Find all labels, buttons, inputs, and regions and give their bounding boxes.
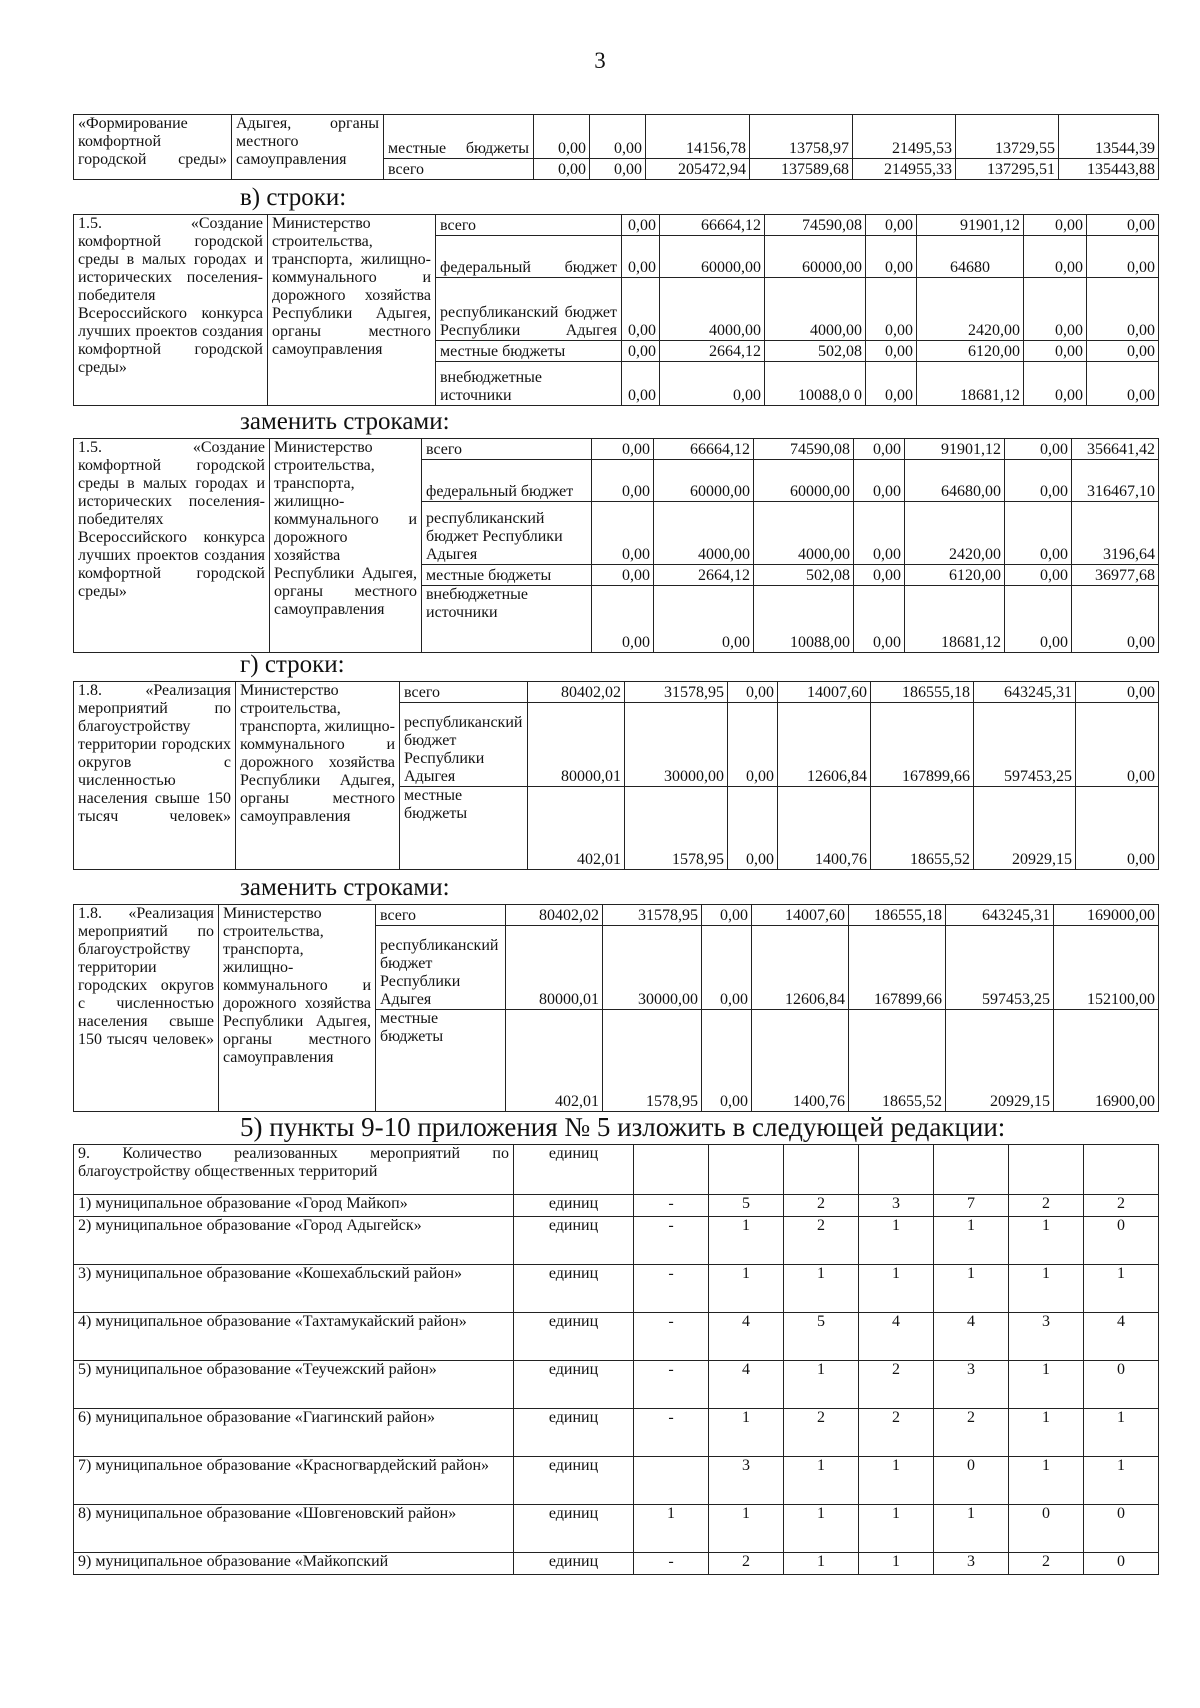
value-cell: 0,00 [1005,565,1072,586]
value-cell: 1400,76 [752,1010,849,1112]
value-cell: 18655,52 [849,1010,946,1112]
value-cell: 0,00 [866,362,917,406]
value-cell: 10088,00 [754,586,854,653]
value-cell: - [634,1265,709,1313]
value-cell: - [634,1195,709,1217]
value-cell: 0,00 [1087,215,1159,236]
value-cell: 18681,12 [905,586,1005,653]
value-cell: 0,00 [1024,215,1087,236]
table-comfort-env-tail [73,114,1159,180]
unit-cell: единиц [514,1313,634,1361]
row-source: местные бюджеты [384,115,534,159]
indicator-name: 4) муниципальное образование «Тахтамукайский район» [74,1313,514,1361]
value-cell: 1 [709,1217,784,1265]
value-cell: 3196,64 [1072,502,1159,565]
value-cell: 1 [934,1217,1009,1265]
value-cell: 169000,00 [1054,905,1159,926]
value-cell: 36977,68 [1072,565,1159,586]
value-cell: 0,00 [622,236,660,278]
indicator-name: 9. Количество реализованных мероприятий по благоустройству общественных территорий [74,1145,514,1195]
value-cell: 0,00 [1005,439,1072,460]
value-cell [634,1457,709,1505]
value-cell: 0,00 [622,362,660,406]
value-cell: 0,00 [1076,682,1159,703]
value-cell: 0,00 [622,278,660,341]
value-cell: 0,00 [702,1010,752,1112]
value-cell: 0 [1084,1217,1159,1265]
value-cell: 3 [934,1361,1009,1409]
heading-replace-2: заменить строками: [240,874,450,901]
value-cell: 1 [1084,1457,1159,1505]
indicator-name: 7) муниципальное образование «Красногвардейский район» [74,1457,514,1505]
value-cell: - [634,1217,709,1265]
row-source: всего [436,215,622,236]
unit-cell: единиц [514,1195,634,1217]
value-cell: 0,00 [1087,362,1159,406]
value-cell: 1 [709,1505,784,1553]
row-description: 1.8. «Реализация мероприятий по благоустройству территории городских округов с численностью населения свыше 150 тысяч человек» [74,905,219,1112]
unit-cell: единиц [514,1553,634,1575]
indicator-name: 9) муниципальное образование «Майкопский [74,1553,514,1575]
value-cell: 12606,84 [752,926,849,1010]
value-cell: 1578,95 [625,787,728,870]
value-cell: 0,00 [866,215,917,236]
value-cell: 1 [634,1505,709,1553]
value-cell: 0,00 [622,341,660,362]
value-cell: 6120,00 [905,565,1005,586]
value-cell: 0,00 [1005,586,1072,653]
table-row [74,1313,1159,1361]
value-cell: 2 [784,1217,859,1265]
row-source: федеральный бюджет [422,460,592,502]
value-cell: 0,00 [1076,703,1159,787]
value-cell: 6120,00 [917,341,1024,362]
value-cell: 205472,94 [646,159,750,180]
value-cell: 1 [784,1553,859,1575]
row-source: всего [422,439,592,460]
value-cell: 20929,15 [946,1010,1054,1112]
value-cell: 4 [1084,1313,1159,1361]
value-cell: 1 [1009,1361,1084,1409]
value-cell: 4000,00 [660,278,765,341]
value-cell: 1 [859,1553,934,1575]
value-cell: 0 [1084,1361,1159,1409]
value-cell: 1 [859,1457,934,1505]
value-cell: 64680,00 [905,460,1005,502]
value-cell: 74590,08 [754,439,854,460]
value-cell: 2 [784,1409,859,1457]
value-cell: 2 [1009,1553,1084,1575]
table-comfort-env-new [73,438,1159,653]
value-cell: 167899,66 [849,926,946,1010]
row-source: местные бюджеты [422,565,592,586]
value-cell: 0 [1084,1553,1159,1575]
value-cell [1009,1145,1084,1195]
value-cell: 0,00 [728,787,778,870]
unit-cell: единиц [514,1361,634,1409]
value-cell: 66664,12 [654,439,754,460]
value-cell: 80000,01 [506,926,603,1010]
value-cell: 4 [709,1313,784,1361]
value-cell: 5 [709,1195,784,1217]
value-cell: 80000,01 [528,703,625,787]
value-cell: 2 [859,1361,934,1409]
value-cell: 10088,0 0 [765,362,866,406]
value-cell: 2664,12 [660,341,765,362]
value-cell: 0,00 [854,565,905,586]
value-cell: 214955,33 [853,159,956,180]
row-executor: Министерство строительства, транспорта, жилищно-коммунального и дорожного хозяйства Республики Адыгея, органы местного самоуправления [219,905,376,1112]
table-row [74,1505,1159,1553]
row-description: 1.8. «Реализация мероприятий по благоустройству территории городских округов с численностью населения свыше 150 тысяч человек» [74,682,236,870]
table-row [74,1265,1159,1313]
value-cell: 1 [1009,1409,1084,1457]
value-cell: 66664,12 [660,215,765,236]
row-description: 1.5. «Создание комфортной городской среды в малых городах и исторических поселения-победителя Всероссийского конкурса лучших проектов создания комфортной городской среды» [74,215,268,406]
value-cell: 60000,00 [660,236,765,278]
value-cell: 74590,08 [765,215,866,236]
value-cell: 186555,18 [871,682,974,703]
page-number: 3 [594,48,606,73]
value-cell: 356641,42 [1072,439,1159,460]
table-row [74,1553,1159,1575]
value-cell: 1 [859,1265,934,1313]
value-cell: 0,00 [592,502,654,565]
value-cell: 137295,51 [956,159,1059,180]
indicator-name: 1) муниципальное образование «Город Майкоп» [74,1195,514,1217]
row-description: «Формирование комфортной городской среды» [74,115,232,180]
table-row [74,1457,1159,1505]
value-cell: 0,00 [1087,341,1159,362]
value-cell: 167899,66 [871,703,974,787]
value-cell [934,1145,1009,1195]
value-cell: 0 [934,1457,1009,1505]
value-cell: 30000,00 [603,926,702,1010]
table-indicators [73,1144,1159,1575]
value-cell: 31578,95 [625,682,728,703]
value-cell: 3 [934,1553,1009,1575]
value-cell: 186555,18 [849,905,946,926]
value-cell: 597453,25 [974,703,1076,787]
value-cell: 30000,00 [625,703,728,787]
value-cell: 0,00 [866,278,917,341]
value-cell: 3 [1009,1313,1084,1361]
value-cell: 0,00 [592,439,654,460]
value-cell [634,1145,709,1195]
value-cell: 7 [934,1195,1009,1217]
row-source: местные бюджеты [376,1010,506,1112]
value-cell: 1 [934,1505,1009,1553]
value-cell: - [634,1409,709,1457]
value-cell: 0 [1084,1505,1159,1553]
value-cell: 0,00 [854,460,905,502]
value-cell: 2 [784,1195,859,1217]
value-cell: 502,08 [765,341,866,362]
value-cell: 2 [934,1409,1009,1457]
row-source: внебюджетные источники [436,362,622,406]
value-cell: 13544,39 [1059,115,1159,159]
heading-item-5: 5) пункты 9-10 приложения № 5 изложить в следующей редакции: [240,1112,1006,1142]
value-cell: 1 [784,1361,859,1409]
value-cell: 60000,00 [654,460,754,502]
table-improvement-old [73,681,1159,870]
value-cell: 0,00 [1005,460,1072,502]
value-cell: 4000,00 [654,502,754,565]
value-cell: 0,00 [592,586,654,653]
value-cell: 64680 [917,236,1024,278]
table-row [74,1145,1159,1195]
row-description: 1.5. «Создание комфортной городской среды в малых городах и исторических поселения-победителях Всероссийского конкурса лучших проектов создания комфортной городской среды» [74,439,270,653]
value-cell: 0,00 [1087,236,1159,278]
value-cell: 3 [859,1195,934,1217]
value-cell: 80402,02 [528,682,625,703]
value-cell: 0,00 [590,115,646,159]
value-cell: 91901,12 [905,439,1005,460]
value-cell: 0,00 [592,460,654,502]
value-cell: 1578,95 [603,1010,702,1112]
value-cell: 1 [1009,1217,1084,1265]
value-cell: 1 [1009,1265,1084,1313]
value-cell: 1 [784,1505,859,1553]
row-source: республиканский бюджет Республики Адыгея [436,278,622,341]
row-executor: Министерство строительства, транспорта, жилищно-коммунального и дорожного хозяйства Республики Адыгея, органы местного самоуправления [268,215,436,406]
value-cell: 0,00 [866,236,917,278]
value-cell: 1 [709,1265,784,1313]
value-cell: 0,00 [1087,278,1159,341]
value-cell: 0,00 [854,586,905,653]
value-cell: 13758,97 [750,115,853,159]
value-cell: 152100,00 [1054,926,1159,1010]
value-cell: 0,00 [1024,278,1087,341]
row-executor: Министерство строительства, транспорта, жилищно-коммунального и дорожного хозяйства Республики Адыгея, органы местного самоуправления [270,439,422,653]
value-cell: 597453,25 [946,926,1054,1010]
value-cell: 18655,52 [871,787,974,870]
heading-section-v: в) строки: [240,184,347,211]
row-source: местные бюджеты [400,787,528,870]
value-cell: 14007,60 [778,682,871,703]
value-cell: 502,08 [754,565,854,586]
value-cell: 16900,00 [1054,1010,1159,1112]
value-cell: 2420,00 [905,502,1005,565]
unit-cell: единиц [514,1265,634,1313]
row-executor: Адыгея, органы местного самоуправления [232,115,384,180]
row-source: всего [376,905,506,926]
value-cell [709,1145,784,1195]
value-cell: 0,00 [1076,787,1159,870]
value-cell: 4 [709,1361,784,1409]
value-cell: 4 [934,1313,1009,1361]
value-cell: 402,01 [506,1010,603,1112]
row-source: всего [384,159,534,180]
value-cell: 0,00 [592,565,654,586]
indicator-name: 3) муниципальное образование «Кошехабльский район» [74,1265,514,1313]
value-cell: 1 [1084,1409,1159,1457]
value-cell: 12606,84 [778,703,871,787]
unit-cell: единиц [514,1457,634,1505]
value-cell: 1 [1084,1265,1159,1313]
value-cell [859,1145,934,1195]
indicator-name: 6) муниципальное образование «Гиагинский район» [74,1409,514,1457]
value-cell: 80402,02 [506,905,603,926]
unit-cell: единиц [514,1409,634,1457]
value-cell: 0,00 [654,586,754,653]
row-source: всего [400,682,528,703]
value-cell: 0,00 [590,159,646,180]
indicator-name: 2) муниципальное образование «Город Адыгейск» [74,1217,514,1265]
indicator-name: 5) муниципальное образование «Теучежский район» [74,1361,514,1409]
value-cell: 0,00 [1024,341,1087,362]
row-executor: Министерство строительства, транспорта, жилищно-коммунального и дорожного хозяйства Республики Адыгея, органы местного самоуправления [236,682,400,870]
value-cell: 643245,31 [974,682,1076,703]
value-cell: 137589,68 [750,159,853,180]
value-cell [784,1145,859,1195]
value-cell: 1 [784,1265,859,1313]
value-cell: 18681,12 [917,362,1024,406]
row-source: республиканский бюджет Республики Адыгея [376,926,506,1010]
value-cell: 0,00 [1072,586,1159,653]
value-cell: 60000,00 [765,236,866,278]
row-source: внебюджетные источники [422,586,592,653]
value-cell: 1 [859,1505,934,1553]
value-cell: 0,00 [534,115,590,159]
value-cell: 0,00 [1005,502,1072,565]
value-cell: 0,00 [866,341,917,362]
row-source: республиканский бюджет Республики Адыгея [422,502,592,565]
value-cell: 0,00 [702,905,752,926]
value-cell: 0,00 [854,502,905,565]
table-improvement-new [73,904,1159,1112]
row-source: местные бюджеты [436,341,622,362]
value-cell: 0,00 [854,439,905,460]
value-cell: - [634,1313,709,1361]
value-cell: 1 [784,1457,859,1505]
value-cell: 0,00 [1024,236,1087,278]
value-cell: 2 [709,1553,784,1575]
table-row [74,1217,1159,1265]
value-cell: 0,00 [728,703,778,787]
value-cell: 0 [1009,1505,1084,1553]
value-cell: 2420,00 [917,278,1024,341]
value-cell: 14156,78 [646,115,750,159]
value-cell: 20929,15 [974,787,1076,870]
value-cell: 0,00 [728,682,778,703]
unit-cell: единиц [514,1217,634,1265]
value-cell: 4000,00 [765,278,866,341]
value-cell: 91901,12 [917,215,1024,236]
value-cell: 60000,00 [754,460,854,502]
value-cell: 1 [1009,1457,1084,1505]
value-cell: 1 [934,1265,1009,1313]
value-cell: - [634,1361,709,1409]
value-cell: 4000,00 [754,502,854,565]
value-cell: 0,00 [1024,362,1087,406]
table-row [74,1195,1159,1217]
value-cell: 3 [709,1457,784,1505]
heading-section-g: г) строки: [240,651,345,678]
indicator-name: 8) муниципальное образование «Шовгеновский район» [74,1505,514,1553]
value-cell: 2 [1084,1195,1159,1217]
value-cell: 31578,95 [603,905,702,926]
value-cell: 0,00 [622,215,660,236]
value-cell: 2 [1009,1195,1084,1217]
value-cell: 402,01 [528,787,625,870]
value-cell: 21495,53 [853,115,956,159]
row-source: республиканский бюджет Республики Адыгея [400,703,528,787]
value-cell: 0,00 [702,926,752,1010]
value-cell: 0,00 [660,362,765,406]
value-cell: 1 [709,1409,784,1457]
unit-cell: единиц [514,1505,634,1553]
table-comfort-env-old [73,214,1159,406]
value-cell: 1 [859,1217,934,1265]
value-cell: 14007,60 [752,905,849,926]
value-cell: 135443,88 [1059,159,1159,180]
heading-replace-1: заменить строками: [240,408,450,435]
value-cell: - [634,1553,709,1575]
value-cell: 4 [859,1313,934,1361]
value-cell: 2664,12 [654,565,754,586]
row-source: федеральный бюджет [436,236,622,278]
unit-cell: единиц [514,1145,634,1195]
value-cell [1084,1145,1159,1195]
value-cell: 643245,31 [946,905,1054,926]
value-cell: 2 [859,1409,934,1457]
value-cell: 13729,55 [956,115,1059,159]
value-cell: 1400,76 [778,787,871,870]
table-row [74,1361,1159,1409]
value-cell: 0,00 [534,159,590,180]
value-cell: 316467,10 [1072,460,1159,502]
value-cell: 5 [784,1313,859,1361]
table-row [74,1409,1159,1457]
